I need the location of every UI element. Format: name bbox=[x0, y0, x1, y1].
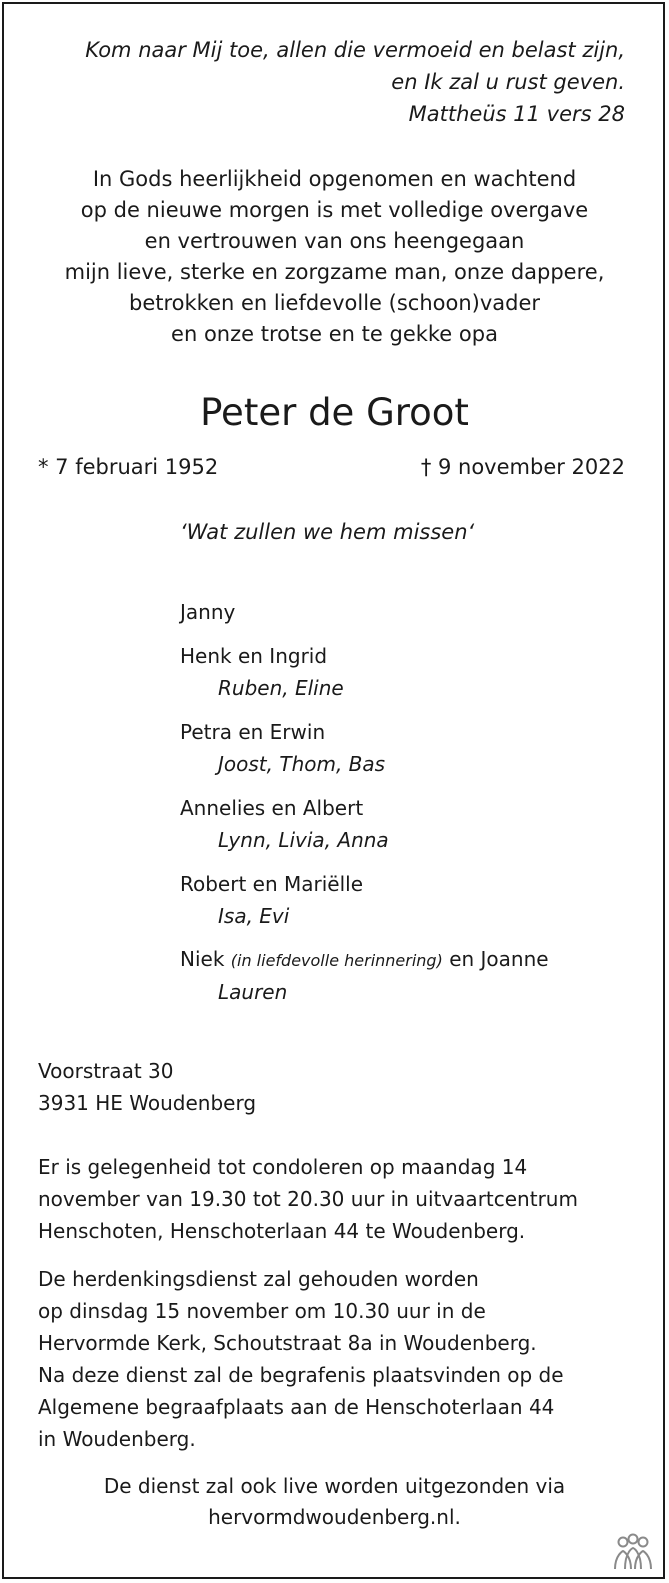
intro-line-2: op de nieuwe morgen is met volledige overgave bbox=[80, 198, 589, 222]
deceased-name: Peter de Groot bbox=[200, 391, 469, 434]
quote-line-2: en Ik zal u rust geven. bbox=[391, 70, 625, 94]
child-names: Henk en Ingrid bbox=[180, 644, 328, 668]
address-city: 3931 HE Woudenberg bbox=[38, 1091, 257, 1115]
condolence-line-2: november van 19.30 tot 20.30 uur in uitvaartcentrum bbox=[38, 1187, 578, 1211]
child-names: Petra en Erwin bbox=[180, 720, 326, 744]
last-child-line bbox=[180, 944, 549, 976]
service-line-2: op dinsdag 15 november om 10.30 uur in de bbox=[38, 1299, 486, 1323]
service-line-1: De herdenkingsdienst zal gehouden worden bbox=[38, 1267, 479, 1291]
spouse-name: Janny bbox=[180, 600, 236, 624]
grandchildren-names: Isa, Evi bbox=[218, 904, 290, 928]
child-names: Robert en Mariëlle bbox=[180, 872, 364, 896]
death-date: † 9 november 2022 bbox=[420, 455, 625, 479]
last-child-name: Niek bbox=[180, 947, 225, 971]
livestream-line-1: De dienst zal ook live worden uitgezonden via bbox=[103, 1474, 566, 1498]
intro-line-3: en vertrouwen van ons heengegaan bbox=[144, 229, 525, 253]
grandchildren-names: Lauren bbox=[218, 980, 288, 1004]
grandchildren-names: Joost, Thom, Bas bbox=[218, 752, 386, 776]
grandchildren-names: Ruben, Eline bbox=[218, 676, 344, 700]
memory-note: (in liefdevolle herinnering) bbox=[230, 951, 443, 970]
service-line-3: Hervormde Kerk, Schoutstraat 8a in Woudenberg. bbox=[38, 1331, 537, 1355]
service-line-4: Na deze dienst zal de begrafenis plaatsvinden op de bbox=[38, 1363, 564, 1387]
child-names: Annelies en Albert bbox=[180, 796, 364, 820]
address-street: Voorstraat 30 bbox=[38, 1059, 174, 1083]
people-group-icon bbox=[609, 1533, 657, 1573]
quote-line-1: Kom naar Mij toe, allen die vermoeid en belast zijn, bbox=[85, 38, 625, 62]
birth-date: * 7 februari 1952 bbox=[38, 455, 219, 479]
quote-reference: Mattheüs 11 vers 28 bbox=[408, 102, 625, 126]
condolence-line-1: Er is gelegenheid tot condoleren op maandag 14 bbox=[38, 1155, 528, 1179]
service-line-5: Algemene begraafplaats aan de Henschoterlaan 44 bbox=[38, 1395, 555, 1419]
intro-line-6: en onze trotse en te gekke opa bbox=[171, 322, 498, 346]
last-child-partner: en Joanne bbox=[449, 947, 549, 971]
intro-line-5: betrokken en liefdevolle (schoon)vader bbox=[128, 291, 541, 315]
grandchildren-names: Lynn, Livia, Anna bbox=[218, 828, 389, 852]
livestream-url[interactable]: hervormdwoudenberg.nl. bbox=[208, 1505, 461, 1529]
motto: ‘Wat zullen we hem missen‘ bbox=[180, 520, 475, 544]
service-line-6: in Woudenberg. bbox=[38, 1427, 196, 1451]
intro-line-1: In Gods heerlijkheid opgenomen en wachtend bbox=[92, 167, 577, 191]
intro-line-4: mijn lieve, sterke en zorgzame man, onze dappere, bbox=[64, 260, 605, 284]
condolence-line-3: Henschoten, Henschoterlaan 44 te Woudenberg. bbox=[38, 1219, 526, 1243]
